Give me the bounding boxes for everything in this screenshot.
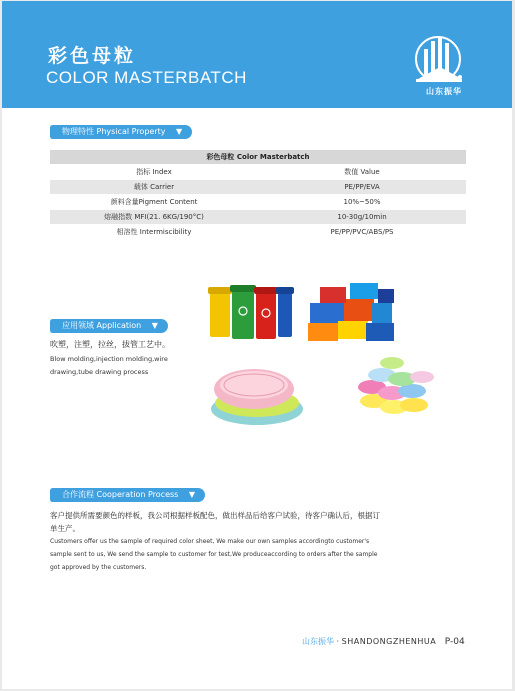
column-header-value: 数值 Value <box>258 165 466 179</box>
table-cell-value: PE/PP/EVA <box>258 180 466 194</box>
page-title-cn: 彩色母粒 <box>48 45 137 67</box>
triangle-down-icon: ▼ <box>176 127 183 136</box>
table-title-row <box>50 150 466 164</box>
product-photos <box>202 259 452 439</box>
cooperation-text-cn: 客户提供所需要颜色的样板，我公司根据样板配色，做出样品后给客户试验，待客户确认后，根据订单生产。 <box>50 511 380 533</box>
section-label: 应用领域 Application <box>62 321 142 330</box>
plastic-crates-photo <box>308 283 394 341</box>
logo-caption: 山东振华 <box>426 87 462 96</box>
trash-bins-photo <box>208 285 294 339</box>
table-title: 彩色母粒 Color Masterbatch <box>50 150 466 164</box>
column-header-index: 指标 Index <box>50 165 258 179</box>
page-title-en: COLOR MASTERBATCH <box>46 68 247 87</box>
plastic-basins-photo <box>211 369 303 425</box>
application-text-cn: 吹塑，注塑，拉丝，拔管工艺中。 <box>50 340 170 349</box>
table-cell-index: 熔融指数 MFI(21. 6KG/190°C) <box>50 210 258 224</box>
footer-brand-cn: 山东振华 <box>302 637 334 646</box>
page-header <box>2 1 512 108</box>
section-tag-application <box>50 319 168 333</box>
bag-rolls-photo <box>358 357 434 414</box>
page-number: P-04 <box>444 637 465 647</box>
section-tag-physical <box>50 125 192 139</box>
table-row <box>50 195 466 209</box>
brochure-page <box>2 1 512 689</box>
triangle-down-icon: ▼ <box>188 490 196 499</box>
table-row <box>50 210 466 224</box>
table-row <box>50 180 466 194</box>
table-cell-index: 颜料含量Pigment Content <box>50 195 258 209</box>
cooperation-text-en: Customers offer us the sample of required color sheet, We make our own samples accordingto customer's sample sent to us, We send the sample to customer for test,We produceaccording to orders after the sample got approved by the customers. <box>50 538 378 571</box>
table-cell-value: 10-30g/10min <box>258 210 466 224</box>
table-header-row <box>50 165 466 179</box>
section-tag-cooperation <box>50 488 205 502</box>
table-cell-index: 相溶性 Intermiscibility <box>50 225 258 239</box>
footer-separator: · <box>336 637 340 646</box>
footer-brand-en: SHANDONGZHENHUA <box>341 637 437 646</box>
application-text-en: Blow molding,injection molding,wire drawing,tube drawing process <box>50 355 168 376</box>
table-row <box>50 225 466 239</box>
section-label: 合作流程 Cooperation Process <box>62 490 179 499</box>
table-cell-value: PE/PP/PVC/ABS/PS <box>258 225 466 239</box>
page-footer <box>302 636 465 647</box>
table-cell-value: 10%~50% <box>258 195 466 209</box>
triangle-down-icon: ▼ <box>151 321 158 330</box>
section-label: 物理特性 Physical Property <box>62 127 166 136</box>
property-table <box>50 149 466 240</box>
table-cell-index: 载体 Carrier <box>50 180 258 194</box>
